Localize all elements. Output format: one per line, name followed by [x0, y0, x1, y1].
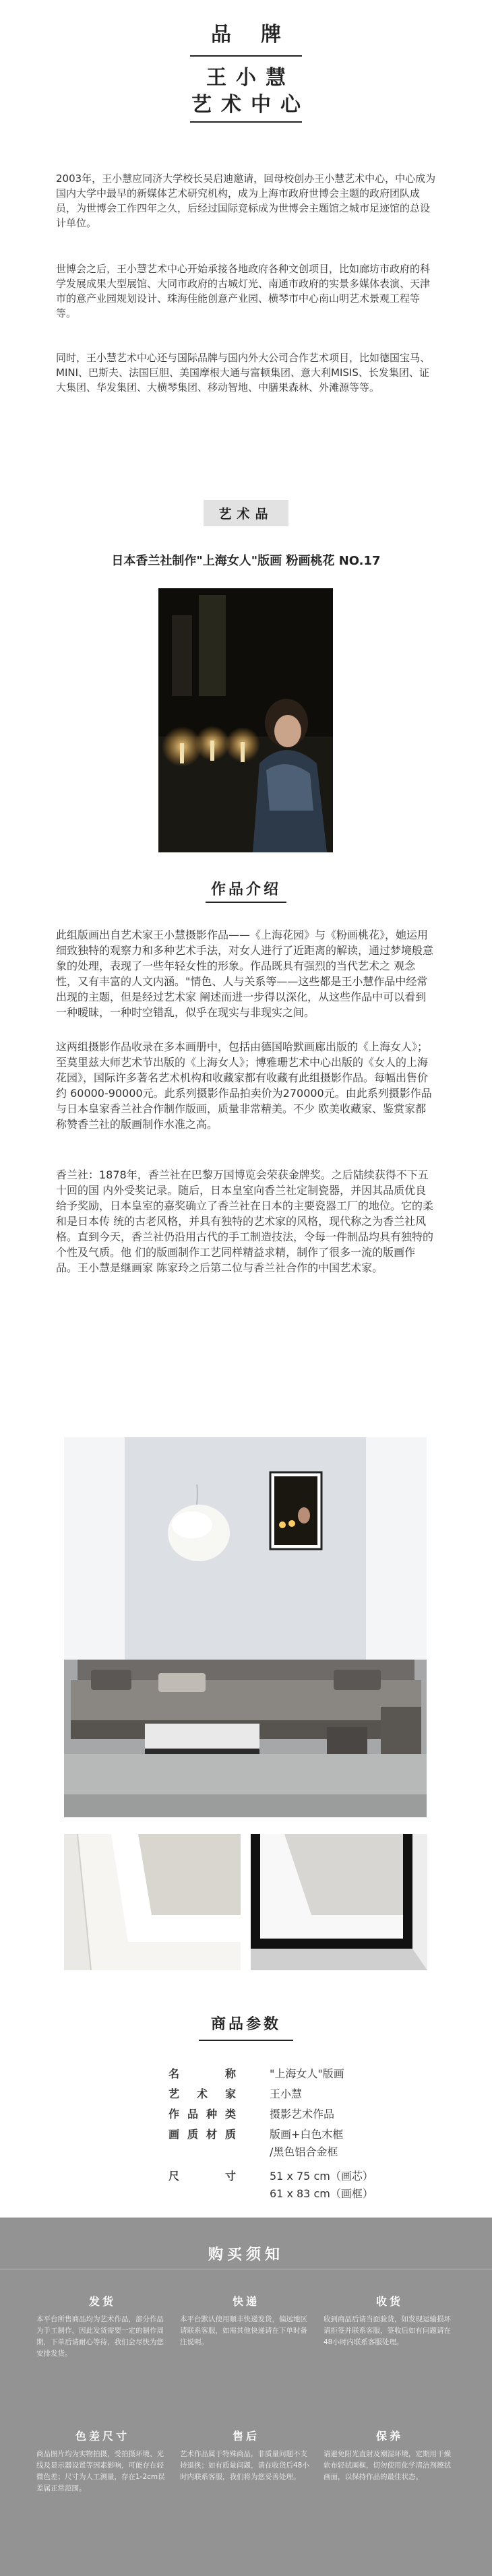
notice-item-heading: 售后: [232, 2430, 259, 2443]
notice-item: [36, 2293, 168, 2360]
param-value: 版画+白色木框: [270, 2128, 344, 2141]
param-row: [168, 2066, 344, 2082]
brand-heading: 品牌: [211, 23, 311, 46]
param-label: 作品种类: [168, 2108, 236, 2121]
intro-paragraph-3: 同时，王小慧艺术中心还与国际品牌与国内外大公司合作艺术项目，比如德国宝马、MINI、巴斯夫、法国巨胆、美国摩根大通与富顿集团、意大利MISIS、长发集团、证大集团、华发集团、大横琴集团、移动智地、中膳果森林、外滩源等等。: [56, 352, 431, 394]
param-row: [168, 2144, 338, 2160]
param-label: 画质材质: [168, 2128, 236, 2141]
notice-item-heading: 收货: [375, 2295, 403, 2308]
param-value: 王小慧: [270, 2087, 303, 2100]
notice-item: [180, 2428, 312, 2483]
notice-item-text: 请避免阳光直射及潮湿环境，定期用干燥软布轻拭画框，切勿使用化学清洁剂擦拭画面，以保持作品的最佳状态。: [324, 2450, 451, 2481]
notice-item-text: 收到商品后请当面验货，如发现运输损坏请拒签并联系客服，签收后如有问题请在48小时内联系客服处理。: [324, 2315, 451, 2346]
room-illustration: [64, 1437, 427, 1817]
white-frame-detail-photo: [64, 1834, 241, 1970]
artwork-illustration: [158, 588, 333, 852]
notice-item-text: 商品图片均为实物拍摄，受拍摄环境、光线及显示器设置等因素影响，可能存在轻微色差；尺寸为人工测量，存在1-2cm误差属正常范围。: [36, 2450, 165, 2492]
description-divider: [206, 902, 286, 903]
notice-item: [324, 2293, 456, 2348]
notice-item-heading: 保养: [375, 2430, 403, 2443]
param-row: [168, 2127, 344, 2143]
param-label: 艺术家: [168, 2087, 236, 2100]
artwork-tag-label: 艺术品: [204, 500, 288, 526]
param-label: 尺寸: [168, 2170, 236, 2182]
notice-item: [36, 2428, 168, 2494]
param-value: 61 x 83 cm（画框）: [270, 2187, 373, 2200]
room-scene-photo: [64, 1437, 427, 1817]
param-row: [168, 2168, 373, 2185]
notice-item-heading: 色差尺寸: [75, 2430, 129, 2443]
param-row: [168, 2186, 373, 2202]
notice-item-heading: 快递: [232, 2295, 259, 2308]
description-paragraph-2: 这两组摄影作品收录在多本画册中，包括由德国哈默画廊出版的《上海女人》；至莫里兹大师艺术节出版的《上海女人》；博雅珊艺术中心出版的《女人的上海花园》，国际许多著名艺术机构和收藏家都有收藏有此组摄影作品。每幅出售价约 60000-90000元。此系列摄影作品拍卖价为270000元。由此系列摄影作品与日本皇家香兰社合作制作版画，质量非常精美。不少 欧美收藏家、鉴赏家都称赞香兰社的版画制作水准之高。: [56, 1040, 432, 1131]
params-title: 商品参数: [210, 2016, 281, 2033]
notice-item: [324, 2428, 456, 2483]
notice-title: 购买须知: [208, 2247, 284, 2263]
notice-item-text: 本平台所售商品均为艺术作品，部分作品为手工制作，因此发货需要一定的制作周期，下单后请耐心等待，我们会尽快为您安排发货。: [36, 2315, 164, 2358]
param-label: 名称: [168, 2067, 236, 2080]
artwork-title: 日本香兰社制作"上海女人"版画 粉画桃花 NO.17: [111, 554, 381, 568]
param-value: 摄影艺术作品: [270, 2108, 335, 2121]
brand-divider-top: [190, 55, 302, 57]
notice-item-text: 艺术作品属于特殊商品，非质量问题不支持退换；如有质量问题，请在收货后48小时内联系客服，我们将为您妥善处理。: [180, 2450, 309, 2481]
param-value: 51 x 75 cm（画芯）: [270, 2170, 373, 2182]
artwork-photo: [158, 588, 333, 852]
white-frame-illustration: [64, 1834, 241, 1970]
param-row: [168, 2106, 335, 2123]
black-frame-illustration: [251, 1834, 427, 1970]
param-value: /黑色铝合金框: [270, 2145, 338, 2158]
artwork-section-tag: [0, 500, 492, 526]
purchase-notice: [0, 2218, 492, 2576]
brand-divider-bottom: [190, 121, 302, 123]
description-paragraph-1: 此组版画出自艺术家王小慧摄影作品——《上海花园》与《粉画桃花》，她运用细致独特的观察力和多种艺术手法，对女人进行了近距离的解读，通过梦境般意象的处理，表现了一些年轻女性的形象。作品既具有强烈的当代艺术之 观念性，又有丰富的人文内涵。"情色、人与关系等——这些都是王小慧作品中经常出现的主题，但是经过艺术家 阐述而进一步得以深化，从这些作品中可以看到一种暧昧，一种时空错乱，似乎在现实与非现实之间。: [56, 929, 434, 1019]
brand-name: [0, 65, 492, 119]
intro-paragraph-2: 世博会之后，王小慧艺术中心开始承接各地政府各种文创项目，比如廊坊市政府的科学发展成果大型展馆、大同市政府的古城灯光、南通市政府的实景多媒体表演、天津市的意产业园规划设计、珠海佳能创意产业园、横琴市中心南山明艺术景观工程等等。: [56, 263, 431, 319]
description-paragraph-3: 香兰社：1878年，香兰社在巴黎万国博览会荣获金牌奖。之后陆续获得不下五十回的国 内外受奖记录。随后，日本皇室向香兰社定制瓷器，并因其品质优良给予奖励，日本皇室的嘉奖确立了香兰社在日本的主要瓷器工厂的地位。它的柔和是日本传 统的古老风格，并具有独特的艺术家的风格，现代称之为香兰社风格。直到今天，香兰社仍沿用古代的手工制造技法，令每一件制品均具有独特的个性及气质。他 们的版画制作工艺同样精益求精，制作了很多一流的版画作品。王小慧是继画家 陈家玲之后第二位与香兰社合作的中国艺术家。: [56, 1168, 434, 1274]
param-row: [168, 2086, 303, 2102]
brand-name-line2: 艺术中心: [191, 93, 310, 117]
description-title: 作品介绍: [210, 881, 281, 898]
brand-name-line1: 王小慧: [206, 66, 295, 90]
notice-item-heading: 发货: [88, 2295, 116, 2308]
intro-paragraph-1: 2003年，王小慧应同济大学校长吴启迪邀请，回母校创办王小慧艺术中心，中心成为国内大学中最早的新媒体艺术研究机构，成为上海市政府世博会主题的政府团队成员，为世博会工作四年之久，后经过国际竞标成为世博会主题馆之城市足迹馆的总设计单位。: [56, 172, 436, 229]
param-value: "上海女人"版画: [270, 2067, 344, 2080]
params-divider: [199, 2040, 293, 2041]
black-frame-detail-photo: [251, 1834, 427, 1970]
notice-item: [180, 2293, 312, 2348]
notice-item-text: 本平台默认使用顺丰快递发货，偏远地区请联系客服，如需其他快递请在下单时备注说明。: [180, 2315, 307, 2346]
